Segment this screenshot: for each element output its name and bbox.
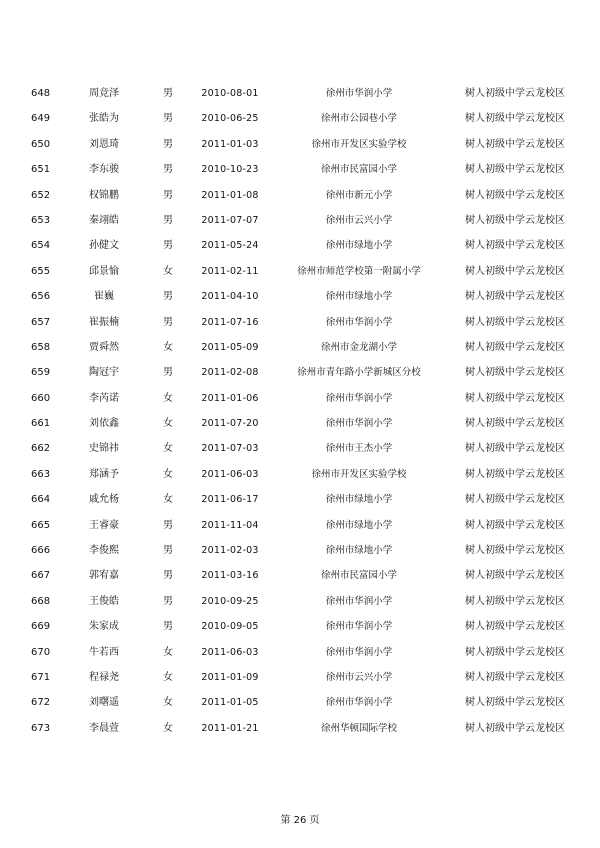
primary-school: 徐州市金龙湖小学 xyxy=(320,341,397,353)
primary-school: 徐州市华润小学 xyxy=(325,88,393,99)
student-name: 朱家成 xyxy=(89,621,119,633)
admitted-school: 树人初级中学云龙校区 xyxy=(465,341,565,353)
student-gender: 女 xyxy=(163,671,173,683)
row-number: 654 xyxy=(31,240,51,252)
student-name: 郭宥嘉 xyxy=(89,570,119,582)
student-gender: 女 xyxy=(163,341,173,353)
student-name: 张皓为 xyxy=(89,113,119,125)
birth-date: 2011-07-03 xyxy=(201,443,259,455)
birth-date: 2011-01-09 xyxy=(201,671,259,683)
birth-date: 2011-01-21 xyxy=(201,722,259,734)
admitted-school: 树人初级中学云龙校区 xyxy=(465,189,565,201)
student-gender: 女 xyxy=(163,265,173,277)
student-name: 崔巍 xyxy=(94,291,114,303)
primary-school: 徐州市公园巷小学 xyxy=(320,113,397,125)
student-name: 王俊皓 xyxy=(89,595,119,607)
table-row xyxy=(0,668,600,693)
birth-date: 2011-01-05 xyxy=(201,697,259,709)
row-number: 671 xyxy=(31,671,51,683)
primary-school: 徐州市华润小学 xyxy=(325,646,393,658)
admitted-school: 树人初级中学云龙校区 xyxy=(465,646,565,658)
student-gender: 男 xyxy=(163,291,173,303)
admitted-school: 树人初级中学云龙校区 xyxy=(465,570,565,582)
birth-date: 2011-01-08 xyxy=(201,189,259,201)
student-gender: 男 xyxy=(163,88,173,99)
student-gender: 女 xyxy=(163,392,173,404)
birth-date: 2011-07-07 xyxy=(201,214,259,226)
student-name: 周竞泽 xyxy=(89,88,119,99)
birth-date: 2011-03-16 xyxy=(201,570,259,582)
birth-date: 2011-05-24 xyxy=(201,240,259,252)
birth-date: 2011-11-04 xyxy=(201,519,259,531)
primary-school: 徐州市民富园小学 xyxy=(320,164,397,176)
birth-date: 2011-07-16 xyxy=(201,316,259,328)
student-table xyxy=(0,84,600,744)
primary-school: 徐州市绿地小学 xyxy=(325,240,393,252)
birth-date: 2010-08-01 xyxy=(201,88,259,99)
primary-school: 徐州市绿地小学 xyxy=(325,291,393,303)
admitted-school: 树人初级中学云龙校区 xyxy=(465,671,565,683)
student-gender: 女 xyxy=(163,443,173,455)
student-name: 刘恩琦 xyxy=(89,138,119,150)
row-number: 672 xyxy=(31,697,51,709)
table-row xyxy=(0,363,600,388)
table-row xyxy=(0,719,600,744)
student-name: 李芮诺 xyxy=(89,392,119,404)
row-number: 658 xyxy=(31,341,51,353)
table-row xyxy=(0,160,600,185)
student-name: 李晨萱 xyxy=(89,722,119,734)
student-name: 郑涵予 xyxy=(89,468,119,480)
table-row xyxy=(0,693,600,718)
row-number: 656 xyxy=(31,291,51,303)
birth-date: 2011-06-03 xyxy=(201,468,259,480)
table-row xyxy=(0,566,600,591)
page-number: 第 26 页 xyxy=(280,815,320,826)
row-number: 668 xyxy=(31,595,51,607)
student-gender: 女 xyxy=(163,722,173,734)
admitted-school: 树人初级中学云龙校区 xyxy=(465,545,565,557)
table-row xyxy=(0,643,600,668)
admitted-school: 树人初级中学云龙校区 xyxy=(465,214,565,226)
student-gender: 女 xyxy=(163,646,173,658)
admitted-school: 树人初级中学云龙校区 xyxy=(465,88,565,99)
admitted-school: 树人初级中学云龙校区 xyxy=(465,138,565,150)
row-number: 648 xyxy=(31,88,51,99)
row-number: 659 xyxy=(31,367,51,379)
primary-school: 徐州市民富园小学 xyxy=(320,570,397,582)
birth-date: 2011-01-03 xyxy=(201,138,259,150)
primary-school: 徐州市华润小学 xyxy=(325,392,393,404)
birth-date: 2011-02-11 xyxy=(201,265,259,277)
primary-school: 徐州市华润小学 xyxy=(325,595,393,607)
table-row xyxy=(0,516,600,541)
row-number: 666 xyxy=(31,545,51,557)
student-name: 权锦鹏 xyxy=(89,189,119,201)
row-number: 649 xyxy=(31,113,51,125)
admitted-school: 树人初级中学云龙校区 xyxy=(465,367,565,379)
admitted-school: 树人初级中学云龙校区 xyxy=(465,697,565,709)
student-gender: 女 xyxy=(163,418,173,430)
birth-date: 2011-05-09 xyxy=(201,341,259,353)
student-name: 崔振楠 xyxy=(89,316,119,328)
primary-school: 徐州市云兴小学 xyxy=(325,671,393,683)
birth-date: 2011-06-03 xyxy=(201,646,259,658)
primary-school: 徐州市新元小学 xyxy=(325,189,393,201)
student-name: 孙健文 xyxy=(89,240,119,252)
row-number: 669 xyxy=(31,621,51,633)
birth-date: 2010-09-25 xyxy=(201,595,259,607)
primary-school: 徐州市开发区实验学校 xyxy=(311,468,407,480)
birth-date: 2011-01-06 xyxy=(201,392,259,404)
admitted-school: 树人初级中学云龙校区 xyxy=(465,291,565,303)
table-row xyxy=(0,313,600,338)
row-number: 650 xyxy=(31,138,51,150)
admitted-school: 树人初级中学云龙校区 xyxy=(465,621,565,633)
row-number: 673 xyxy=(31,722,51,734)
student-gender: 男 xyxy=(163,545,173,557)
admitted-school: 树人初级中学云龙校区 xyxy=(465,316,565,328)
row-number: 663 xyxy=(31,468,51,480)
student-gender: 男 xyxy=(163,240,173,252)
student-gender: 男 xyxy=(163,164,173,176)
row-number: 667 xyxy=(31,570,51,582)
admitted-school: 树人初级中学云龙校区 xyxy=(465,418,565,430)
primary-school: 徐州市青年路小学新城区分校 xyxy=(297,367,421,379)
row-number: 670 xyxy=(31,646,51,658)
primary-school: 徐州市开发区实验学校 xyxy=(311,138,407,150)
table-row xyxy=(0,439,600,464)
student-name: 邱景愉 xyxy=(89,265,119,277)
admitted-school: 树人初级中学云龙校区 xyxy=(465,722,565,734)
primary-school: 徐州市绿地小学 xyxy=(325,494,393,506)
primary-school: 徐州市绿地小学 xyxy=(325,519,393,531)
row-number: 655 xyxy=(31,265,51,277)
birth-date: 2010-09-05 xyxy=(201,621,259,633)
primary-school: 徐州市云兴小学 xyxy=(325,214,393,226)
student-name: 程禄尧 xyxy=(89,671,119,683)
birth-date: 2011-06-17 xyxy=(201,494,259,506)
admitted-school: 树人初级中学云龙校区 xyxy=(465,265,565,277)
student-name: 史锦祎 xyxy=(89,443,119,455)
table-row xyxy=(0,236,600,261)
admitted-school: 树人初级中学云龙校区 xyxy=(465,494,565,506)
table-row xyxy=(0,465,600,490)
student-name: 贾舜然 xyxy=(89,341,119,353)
birth-date: 2011-04-10 xyxy=(201,291,259,303)
row-number: 662 xyxy=(31,443,51,455)
student-name: 李东骏 xyxy=(89,164,119,176)
birth-date: 2011-02-03 xyxy=(201,545,259,557)
birth-date: 2011-07-20 xyxy=(201,418,259,430)
student-gender: 男 xyxy=(163,621,173,633)
table-row xyxy=(0,389,600,414)
admitted-school: 树人初级中学云龙校区 xyxy=(465,392,565,404)
student-name: 刘依鑫 xyxy=(89,418,119,430)
primary-school: 徐州华顿国际学校 xyxy=(320,722,397,734)
table-row xyxy=(0,84,600,109)
admitted-school: 树人初级中学云龙校区 xyxy=(465,595,565,607)
admitted-school: 树人初级中学云龙校区 xyxy=(465,240,565,252)
student-name: 戚允杨 xyxy=(89,494,119,506)
admitted-school: 树人初级中学云龙校区 xyxy=(465,519,565,531)
table-row xyxy=(0,186,600,211)
table-row xyxy=(0,338,600,363)
row-number: 651 xyxy=(31,164,51,176)
admitted-school: 树人初级中学云龙校区 xyxy=(465,468,565,480)
primary-school: 徐州市华润小学 xyxy=(325,697,393,709)
birth-date: 2010-10-23 xyxy=(201,164,259,176)
student-gender: 男 xyxy=(163,595,173,607)
primary-school: 徐州市华润小学 xyxy=(325,316,393,328)
admitted-school: 树人初级中学云龙校区 xyxy=(465,113,565,125)
student-gender: 女 xyxy=(163,494,173,506)
student-gender: 男 xyxy=(163,367,173,379)
birth-date: 2011-02-08 xyxy=(201,367,259,379)
table-row xyxy=(0,135,600,160)
table-row xyxy=(0,490,600,515)
table-row xyxy=(0,109,600,134)
table-row xyxy=(0,541,600,566)
admitted-school: 树人初级中学云龙校区 xyxy=(465,443,565,455)
student-name: 陶冠宇 xyxy=(89,367,119,379)
row-number: 661 xyxy=(31,418,51,430)
table-row xyxy=(0,287,600,312)
primary-school: 徐州市华润小学 xyxy=(325,621,393,633)
student-name: 秦翊皓 xyxy=(89,214,119,226)
row-number: 652 xyxy=(31,189,51,201)
student-name: 牛若西 xyxy=(89,646,119,658)
student-gender: 男 xyxy=(163,316,173,328)
student-name: 李俊熙 xyxy=(89,545,119,557)
student-gender: 男 xyxy=(163,570,173,582)
primary-school: 徐州市王杰小学 xyxy=(325,443,393,455)
primary-school: 徐州市师范学校第一附属小学 xyxy=(297,265,421,277)
row-number: 664 xyxy=(31,494,51,506)
row-number: 660 xyxy=(31,392,51,404)
table-row xyxy=(0,211,600,236)
student-name: 刘曙遥 xyxy=(89,697,119,709)
student-gender: 女 xyxy=(163,697,173,709)
student-gender: 男 xyxy=(163,138,173,150)
student-name: 王睿豪 xyxy=(89,519,119,531)
admitted-school: 树人初级中学云龙校区 xyxy=(465,164,565,176)
student-gender: 男 xyxy=(163,113,173,125)
row-number: 665 xyxy=(31,519,51,531)
student-gender: 男 xyxy=(163,189,173,201)
primary-school: 徐州市绿地小学 xyxy=(325,545,393,557)
table-row xyxy=(0,617,600,642)
row-number: 653 xyxy=(31,214,51,226)
table-row xyxy=(0,262,600,287)
student-gender: 男 xyxy=(163,214,173,226)
table-row xyxy=(0,592,600,617)
birth-date: 2010-06-25 xyxy=(201,113,259,125)
student-gender: 女 xyxy=(163,468,173,480)
table-row xyxy=(0,414,600,439)
row-number: 657 xyxy=(31,316,51,328)
student-gender: 男 xyxy=(163,519,173,531)
primary-school: 徐州市华润小学 xyxy=(325,418,393,430)
